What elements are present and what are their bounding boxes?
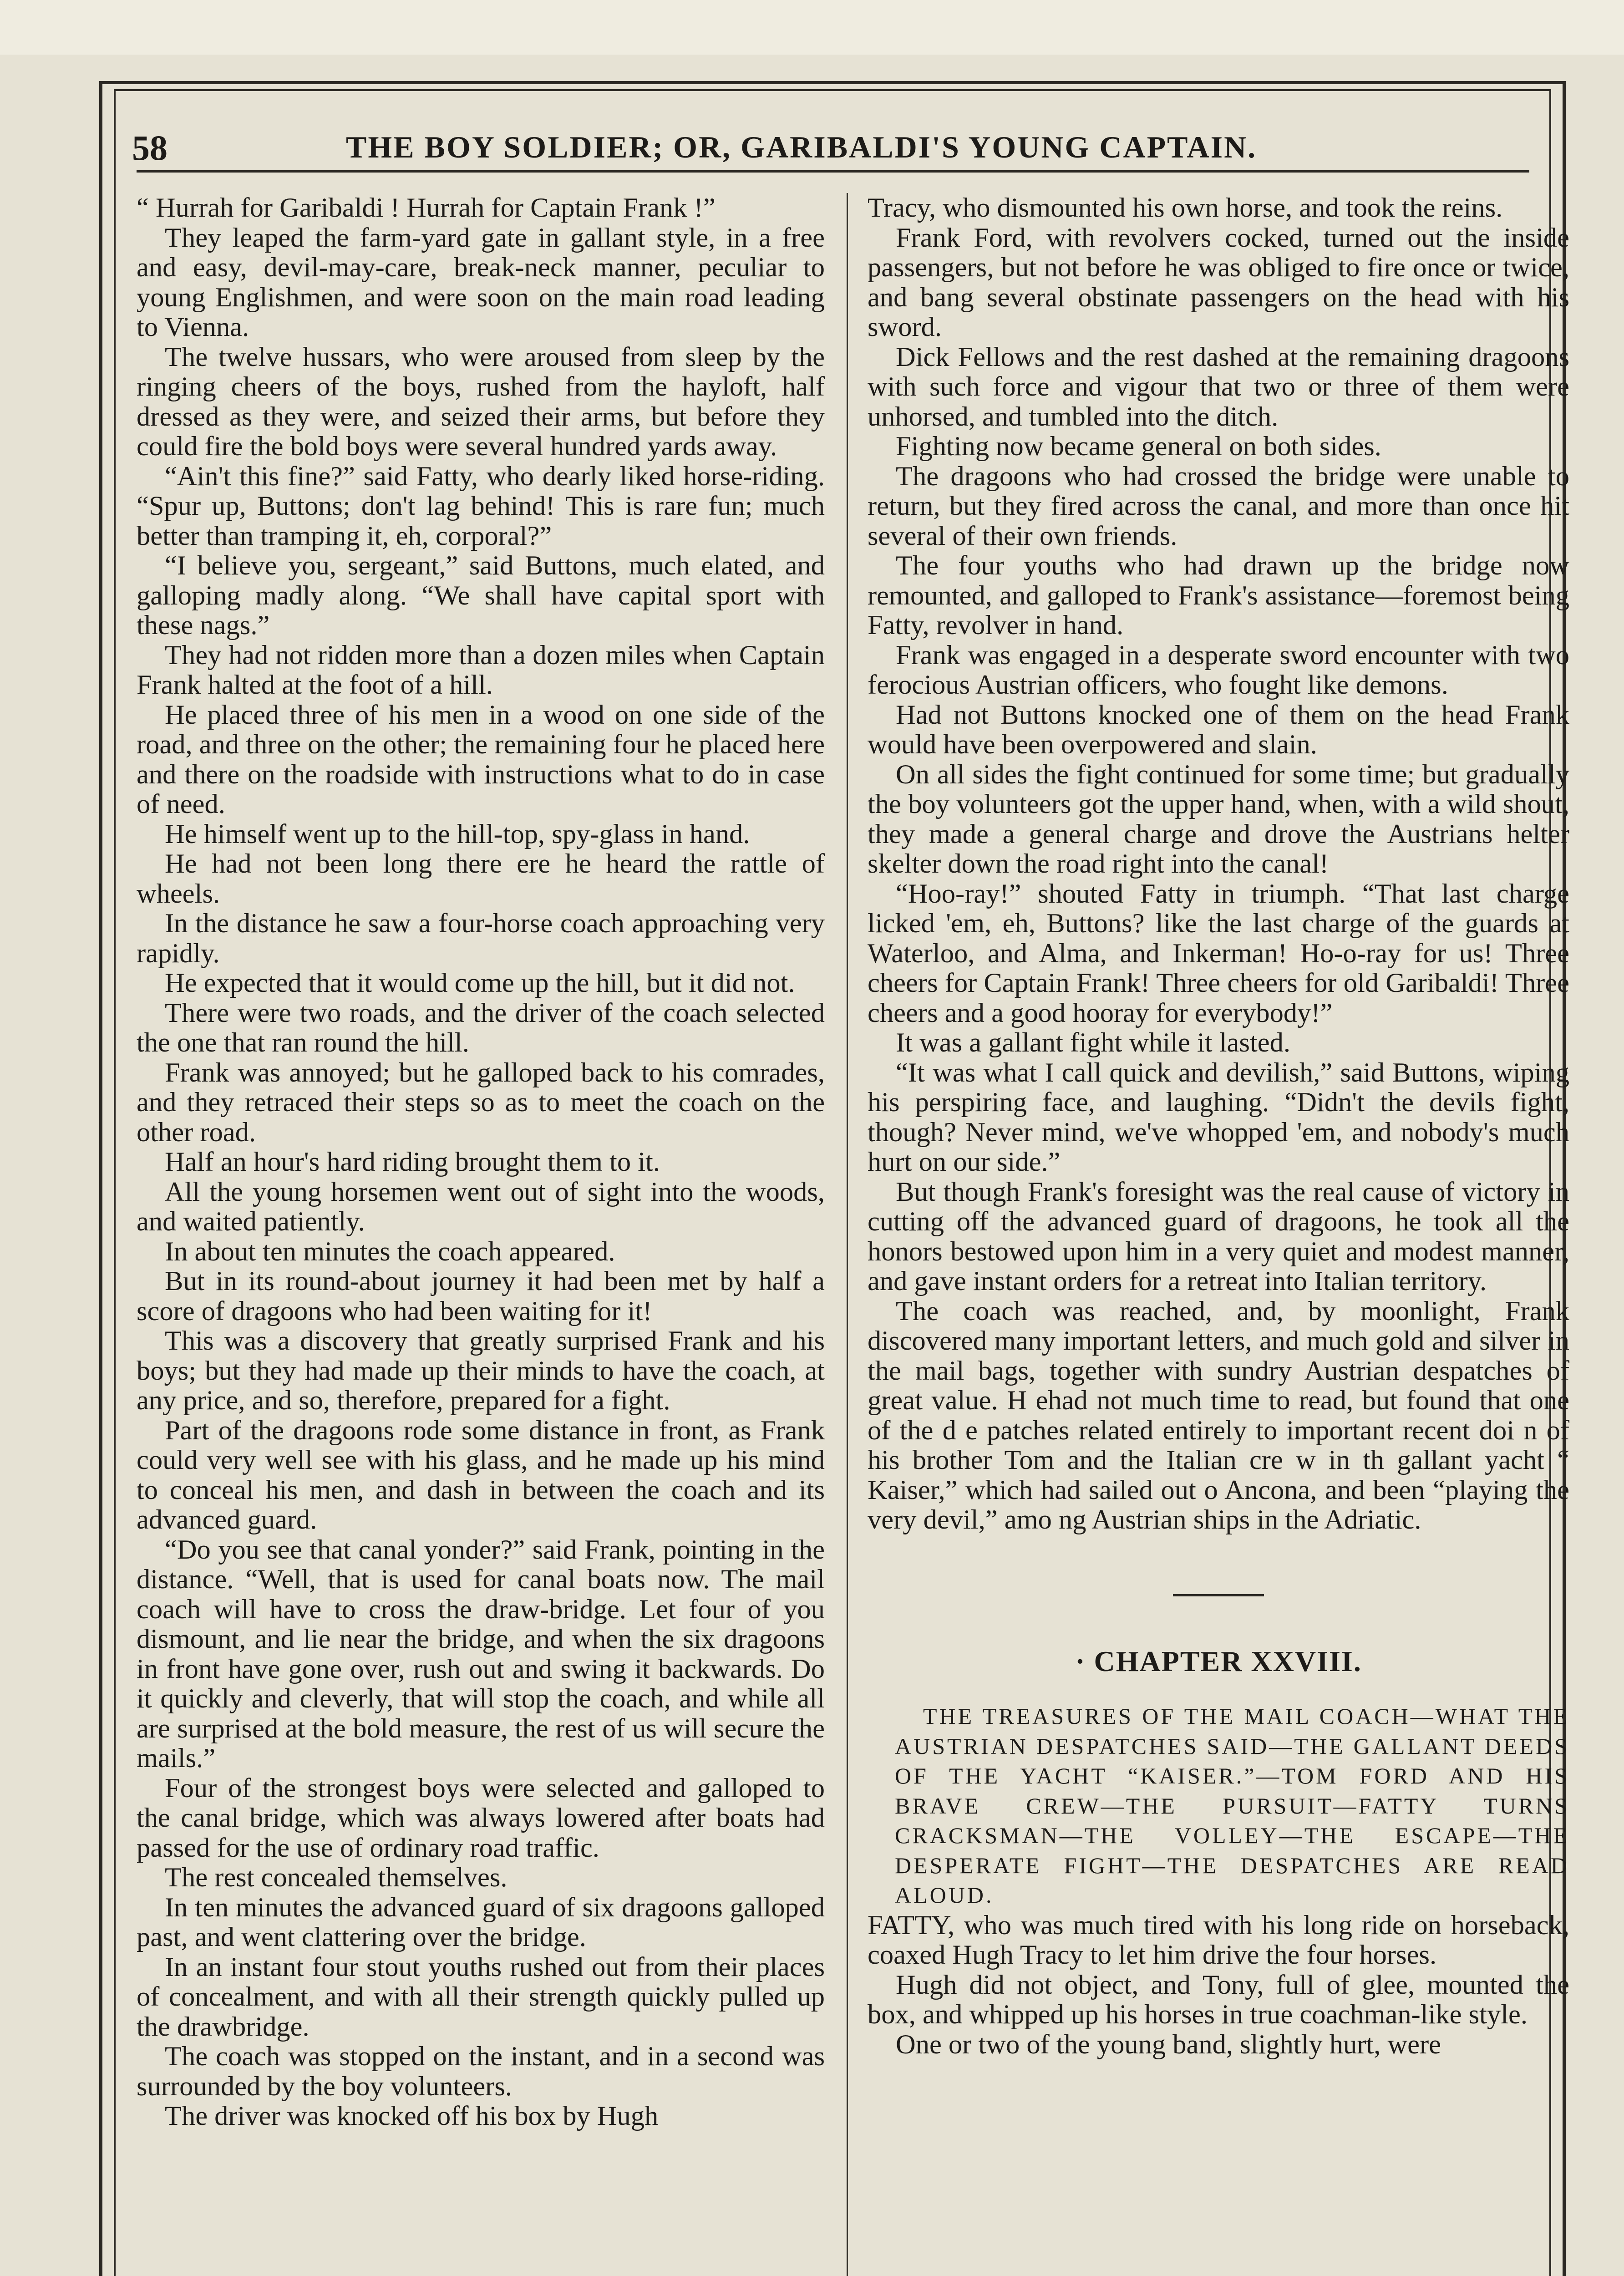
paragraph: The coach was stopped on the instant, and in a second was surrounded by the boy volunteers. (137, 2041, 825, 2102)
page-number: 58 (132, 128, 167, 168)
paragraph: Part of the dragoons rode some distance in front, as Frank could very well see with his glass, and he made up his mind to conceal his men, and dash in between the coach and its advanced guard. (137, 1415, 825, 1535)
paragraph: “Ain't this fine?” said Fatty, who dearly liked horse-riding. “Spur up, Buttons; don't lag behind! This is rare fun; much better than tramping it, eh, corporal?” (137, 461, 825, 551)
paragraph: But though Frank's foresight was the real cause of victory in cutting off the advanced guard of dragoons, he took all the honors bestowed upon him in a very quiet and modest manner, and gave instant orders for a retreat into Italian territory. (868, 1176, 1569, 1296)
paragraph: Frank Ford, with revolvers cocked, turned out the inside passengers, but not before he was obliged to fire once or twice, and bang several obstinate passengers on the head with his sword. (868, 222, 1569, 342)
paragraph: Half an hour's hard riding brought them to it. (165, 1147, 660, 1177)
paragraph: The coach was reached, and, by moonlight, Frank discovered many important letters, and much gold and silver in the mail bags, together with sundry Austrian despatches of great value. H ehad not much time to read, but found that one of the d e patches related entirely to important recent doi n of his brother Tom and the Italian cre w in th gallant yacht “ Kaiser,” which had sailed out o Ancona, and been “playing the very devil,” amo ng Austrian ships in the Adriatic. (868, 1295, 1569, 1535)
paragraph: Four of the strongest boys were selected and galloped to the canal bridge, which was always lowered after boats had passed for the use of ordinary road traffic. (137, 1773, 825, 1863)
paragraph: He himself went up to the hill-top, spy-glass in hand. (165, 818, 750, 849)
paragraph: He had not been long there ere he heard the rattle of wheels. (137, 848, 825, 909)
running-title: THE BOY SOLDIER; OR, GARIBALDI'S YOUNG CAPTAIN. (346, 130, 1257, 164)
scan-top-margin (0, 0, 1624, 55)
paragraph: He expected that it would come up the hill, but it did not. (165, 968, 795, 998)
chapter-synopsis: THE TREASURES OF THE MAIL COACH—WHAT THE AUSTRIAN DESPATCHES SAID—THE GALLANT DEEDS OF THE YACHT “KAISER.”—TOM FORD AND HIS BRAVE CREW—THE PURSUIT—FATTY TURNS CRACKSMAN—THE VOLLEY—THE ESCAPE—THE DESPERATE FIGHT—THE DESPATCHES ARE READ ALOUD. (895, 1703, 1569, 1908)
paragraph: Dick Fellows and the rest dashed at the remaining dragoons with such force and vigour that two or three of them were unhorsed, and tumbled into the ditch. (868, 341, 1569, 432)
paragraph: There were two roads, and the driver of the coach selected the one that ran round the hill. (137, 997, 825, 1058)
paragraph: All the young horsemen went out of sight into the woods, and waited patiently. (137, 1176, 825, 1237)
paragraph: But in its round-about journey it had been met by half a score of dragoons who had been waiting for it! (137, 1266, 825, 1326)
paragraph: Hugh did not object, and Tony, full of glee, mounted the box, and whipped up his horses in true coachman-like style. (868, 1969, 1569, 2030)
paragraph: In the distance he saw a four-horse coach approaching very rapidly. (137, 908, 825, 969)
paragraph: “It was what I call quick and devilish,” said Buttons, wiping his perspiring face, and laughing. “Didn't the devils fight, though? Never mind, we've whopped 'em, and nobody's much hurt on our side.” (868, 1057, 1569, 1177)
paragraph: This was a discovery that greatly surprised Frank and his boys; but they had made up their minds to have the coach, at any price, and so, therefore, prepared for a fight. (137, 1326, 825, 1416)
page-header (132, 116, 1534, 170)
paragraph: In ten minutes the advanced guard of six dragoons galloped past, and went clattering over the bridge. (137, 1892, 825, 1952)
right-column (868, 193, 1569, 2276)
paragraph: Fighting now became general on both sides. (896, 431, 1381, 462)
column-divider (847, 193, 848, 2276)
paragraph: They leaped the farm-yard gate in gallant style, in a free and easy, devil-may-care, break-neck manner, peculiar to young Englishmen, and were soon on the main road leading to Vienna. (137, 222, 825, 342)
paragraph: They had not ridden more than a dozen miles when Captain Frank halted at the foot of a hill. (137, 640, 825, 700)
paragraph: On all sides the fight continued for some time; but gradually the boy volunteers got the upper hand, when, with a wild shout, they made a general charge and drove the Austrians helter skelter down the road right into the canal! (868, 759, 1569, 879)
paragraph: Frank was annoyed; but he galloped back to his comrades, and they retraced their steps so as to meet the coach on the other road. (137, 1057, 825, 1148)
paragraph: Frank was engaged in a desperate sword encounter with two ferocious Austrian officers, who fought like demons. (868, 640, 1569, 700)
paragraph: In an instant four stout youths rushed out from their places of concealment, and with all their strength quickly pulled up the drawbridge. (137, 1951, 825, 2042)
paragraph: The rest concealed themselves. (165, 1862, 508, 1893)
paragraph: “Do you see that canal yonder?” said Frank, pointing in the distance. “Well, that is used for canal boats now. The mail coach will have to cross the draw-bridge. Let four of you dismount, and lie near the bridge, and when the six dragoons in front have gone over, rush out and swing it backwards. Do it quickly and cleverly, that will stop the coach, and while all are surprised at the bold measure, the rest of us will secure the mails.” (137, 1534, 825, 1773)
paragraph: FATTY, who was much tired with his long ride on horseback, coaxed Hugh Tracy to let him drive the four horses. (868, 1910, 1569, 1970)
paragraph: The driver was knocked off his box by Hugh (165, 2101, 659, 2131)
paragraph: He placed three of his men in a wood on one side of the road, and three on the other; the remaining four he placed here and there on the roadside with instructions what to do in case of need. (137, 699, 825, 819)
paragraph: “ Hurrah for Garibaldi ! Hurrah for Captain Frank !” (137, 193, 716, 223)
header-rule (137, 170, 1529, 173)
chapter-heading: · CHAPTER XXVIII. (1075, 1645, 1362, 1677)
paragraph: Had not Buttons knocked one of them on the head Frank would have been overpowered and slain. (868, 699, 1569, 760)
left-column (137, 193, 825, 2276)
paragraph: “Hoo-ray!” shouted Fatty in triumph. “That last charge licked 'em, eh, Buttons? like the last charge of the guards at Waterloo, and Alma, and Inkerman! Ho-o-ray for us! Three cheers for Captain Frank! Three cheers for old Garibaldi! Three cheers and a good hooray for everybody!” (868, 878, 1569, 1028)
paragraph: “I believe you, sergeant,” said Buttons, much elated, and galloping madly along. “We shall have capital sport with these nags.” (137, 550, 825, 640)
paragraph: It was a gallant fight while it lasted. (896, 1027, 1290, 1058)
paragraph: Tracy, who dismounted his own horse, and took the reins. (868, 193, 1503, 223)
paragraph: One or two of the young band, slightly hurt, were (896, 2029, 1441, 2060)
paragraph: The twelve hussars, who were aroused from sleep by the ringing cheers of the boys, rushed from the hayloft, half dressed as they were, and seized their arms, but before they could fire the bold boys were several hundred yards away. (137, 341, 825, 462)
paragraph: The four youths who had drawn up the bridge now remounted, and galloped to Frank's assistance—foremost being Fatty, revolver in hand. (868, 550, 1569, 640)
paragraph: In about ten minutes the coach appeared. (165, 1236, 615, 1267)
section-rule (1173, 1594, 1264, 1596)
paragraph: The dragoons who had crossed the bridge were unable to return, but they fired across the canal, and more than once hit several of their own friends. (868, 461, 1569, 551)
